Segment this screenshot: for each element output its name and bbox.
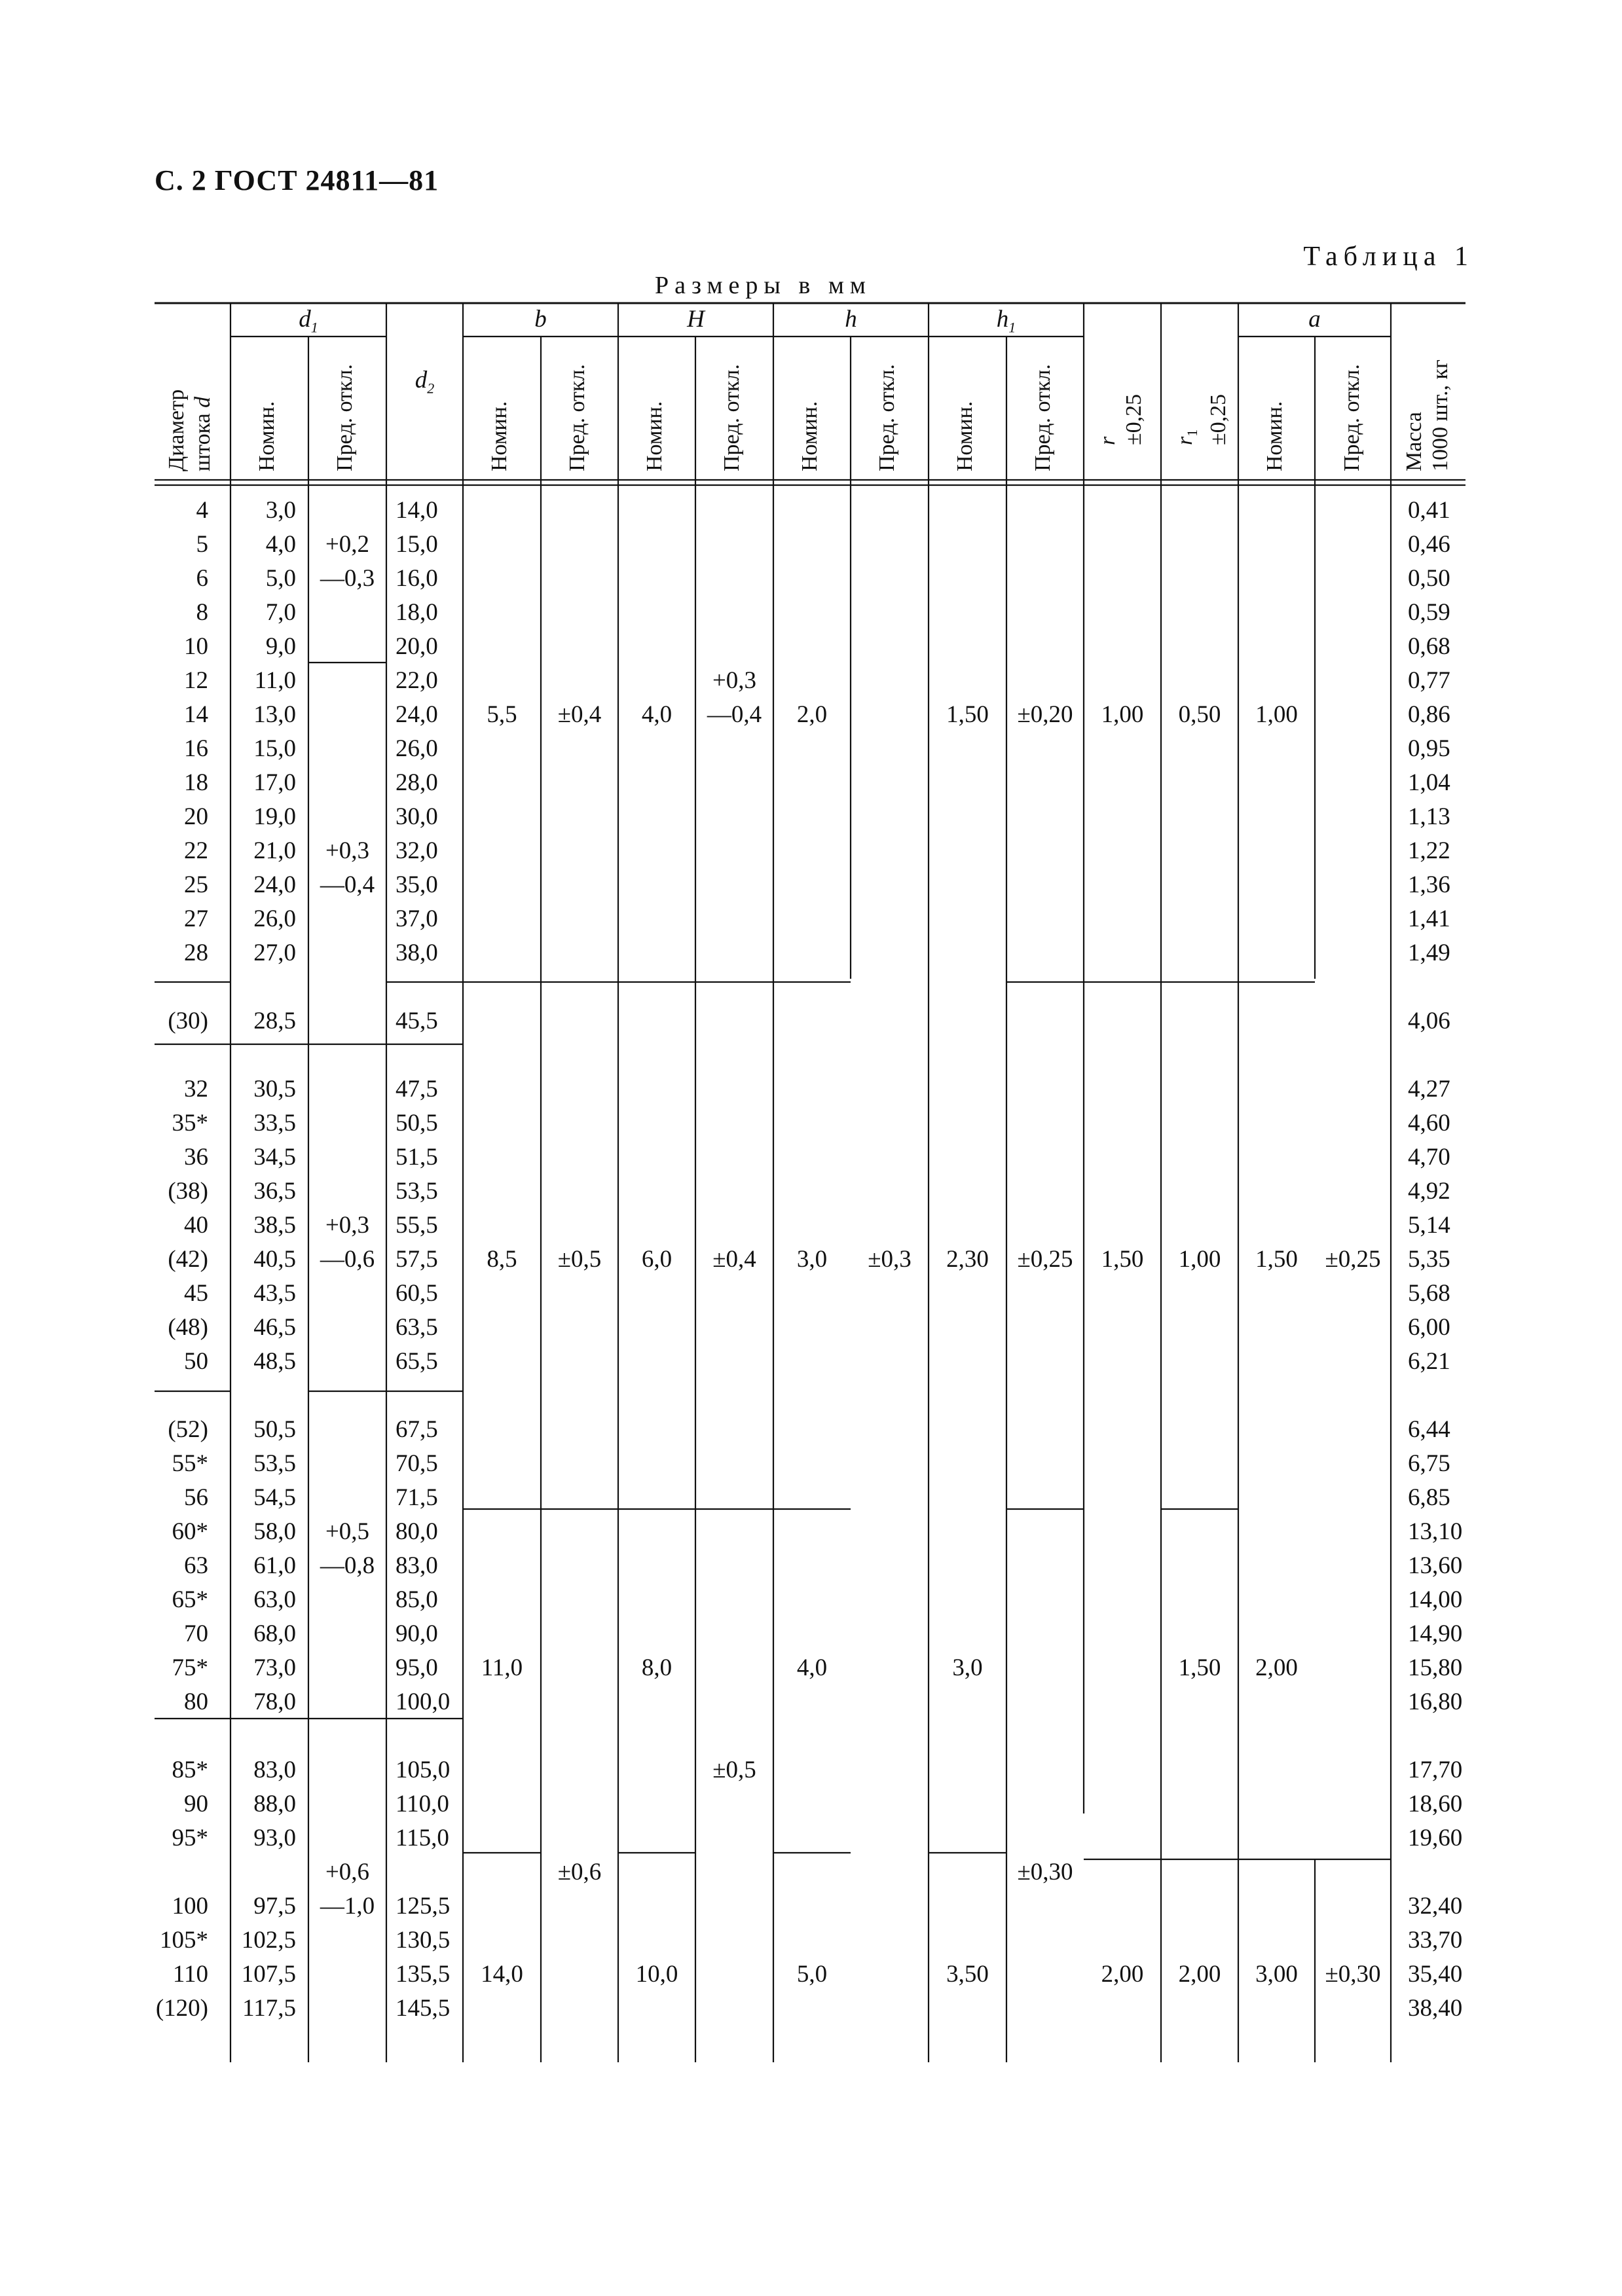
- header-diameter: Диаметр штока d: [164, 389, 215, 471]
- group-gap: [1408, 1038, 1465, 1072]
- table-cell: 4,06: [1408, 1008, 1450, 1034]
- header-h: h: [845, 306, 857, 333]
- table-cell: 30,5: [253, 1076, 296, 1102]
- table-cell: 90,0: [396, 1620, 438, 1647]
- h1-dev-2: ±0,25: [1017, 1246, 1073, 1273]
- table-cell: 32,40: [1408, 1893, 1463, 1920]
- table-cell: 6,44: [1408, 1416, 1450, 1443]
- table-cell: 16,80: [1408, 1688, 1463, 1715]
- b-nom-1: 5,5: [487, 701, 517, 728]
- group-gap: [230, 1379, 296, 1413]
- table-cell: 0,68: [1408, 633, 1450, 660]
- table-cell: 1,04: [1408, 769, 1450, 796]
- table-cell: (48): [168, 1314, 208, 1341]
- table-cell: 55,5: [396, 1212, 438, 1239]
- table-cell: 102,5: [241, 1927, 296, 1954]
- table-cell: 110: [172, 1961, 208, 1988]
- table-cell: 60*: [172, 1518, 208, 1545]
- a-dev-2: ±0,30: [1325, 1961, 1381, 1988]
- table-cell: 70: [184, 1620, 208, 1647]
- table-cell: 65,5: [396, 1348, 438, 1375]
- header-H-nom: Номин.: [642, 401, 667, 471]
- table-cell: (120): [155, 1995, 208, 2022]
- table-cell: 78,0: [253, 1688, 296, 1715]
- table-cell: 33,5: [253, 1110, 296, 1137]
- group-gap: [230, 1719, 296, 1753]
- table-cell: 63: [184, 1552, 208, 1579]
- header-d1: $d_1$: [299, 306, 318, 336]
- table-cell: 4,0: [265, 531, 296, 558]
- header-d2: $d_2$: [415, 367, 435, 397]
- table-cell: 48,5: [253, 1348, 296, 1375]
- H-dev-1: +0,3 —0,4: [707, 667, 762, 728]
- table-cell: 145,5: [396, 1995, 451, 2022]
- h1-dev-1: ±0,20: [1017, 701, 1073, 728]
- table-cell: 40,5: [253, 1246, 296, 1273]
- table-cell: 18,0: [396, 599, 438, 626]
- table-cell: 26,0: [253, 905, 296, 932]
- header-h1-dev: Пред. откл.: [1031, 364, 1055, 471]
- table-cell: 1,49: [1408, 939, 1450, 966]
- header-h1: $h_1$: [996, 306, 1016, 336]
- h1-dev-3: ±0,30: [1017, 1859, 1073, 1886]
- h1-nom-1: 1,50: [946, 701, 989, 728]
- table-cell: 105,0: [396, 1757, 451, 1783]
- header-b-dev: Пред. откл.: [565, 364, 589, 471]
- b-nom-3: 11,0: [481, 1654, 523, 1681]
- table-cell: 93,0: [253, 1825, 296, 1851]
- table-cell: 8: [196, 599, 208, 626]
- table-cell: 15,0: [253, 735, 296, 762]
- table-cell: 13,0: [253, 701, 296, 728]
- b-dev-1: ±0,4: [557, 701, 602, 728]
- a-nom-1: 1,00: [1255, 701, 1298, 728]
- table-cell: 6,75: [1408, 1450, 1450, 1477]
- group-gap: [155, 970, 208, 1004]
- group-gap: [230, 1038, 296, 1072]
- d1-tol-5: +0,6 —1,0: [320, 1859, 375, 1920]
- table-cell: 34,5: [253, 1144, 296, 1171]
- group-gap: [230, 970, 296, 1004]
- table-cell: 46,5: [253, 1314, 296, 1341]
- table-cell: 33,70: [1408, 1927, 1463, 1954]
- table-cell: 22: [184, 837, 208, 864]
- table-cell: 50,5: [253, 1416, 296, 1443]
- b-dev-2: ±0,5: [557, 1246, 602, 1273]
- table-cell: 27,0: [253, 939, 296, 966]
- table-cell: 0,59: [1408, 599, 1450, 626]
- table-cell: 56: [184, 1484, 208, 1511]
- group-gap: [155, 1379, 208, 1413]
- table-cell: 50,5: [396, 1110, 438, 1137]
- table-cell: 0,95: [1408, 735, 1450, 762]
- table-cell: [396, 1855, 461, 1889]
- table-cell: 58,0: [253, 1518, 296, 1545]
- r1-1: 0,50: [1178, 701, 1221, 728]
- table-cell: 32: [184, 1076, 208, 1102]
- a-nom-2: 1,50: [1255, 1246, 1298, 1273]
- table-cell: 51,5: [396, 1144, 438, 1171]
- table-cell: 5,14: [1408, 1212, 1450, 1239]
- table-cell: 13,10: [1408, 1518, 1463, 1545]
- table-cell: 19,0: [253, 803, 296, 830]
- table-cell: 37,0: [396, 905, 438, 932]
- table-cell: 0,77: [1408, 667, 1450, 694]
- header-h-nom: Номин.: [798, 401, 822, 471]
- table-cell: 0,46: [1408, 531, 1450, 558]
- table-cell: 25: [184, 871, 208, 898]
- a-dev-1: ±0,25: [1325, 1246, 1381, 1273]
- table-cell: 105*: [160, 1927, 208, 1954]
- table-cell: 68,0: [253, 1620, 296, 1647]
- h-dev: ±0,3: [868, 1246, 912, 1273]
- table-cell: 53,5: [396, 1178, 438, 1205]
- table-cell: 38,0: [396, 939, 438, 966]
- h1-nom-2: 2,30: [946, 1246, 989, 1273]
- b-nom-2: 8,5: [487, 1246, 517, 1273]
- table-cell: 5,0: [265, 565, 296, 592]
- table-cell: 22,0: [396, 667, 438, 694]
- H-nom-4: 10,0: [635, 1961, 678, 1988]
- table-cell: 53,5: [253, 1450, 296, 1477]
- table-cell: 38,40: [1408, 1995, 1463, 2022]
- table-cell: 4,27: [1408, 1076, 1450, 1102]
- table-cell: 5,68: [1408, 1280, 1450, 1307]
- table-cell: 75*: [172, 1654, 208, 1681]
- table-cell: 6,00: [1408, 1314, 1450, 1341]
- h-nom-3: 4,0: [796, 1654, 828, 1681]
- table-cell: 100: [172, 1893, 208, 1920]
- h-nom-2: 3,0: [796, 1246, 828, 1273]
- H-nom-1: 4,0: [641, 701, 673, 728]
- group-gap: [1408, 1719, 1465, 1753]
- header-a: a: [1308, 306, 1321, 333]
- table-cell: 97,5: [253, 1893, 296, 1920]
- table-cell: 36: [184, 1144, 208, 1171]
- table-cell: 6: [196, 565, 208, 592]
- table-cell: 80,0: [396, 1518, 438, 1545]
- table-cell: 16: [184, 735, 208, 762]
- d1-tol-3: +0,3 —0,6: [320, 1212, 375, 1273]
- a-nom-4: 3,00: [1255, 1961, 1298, 1988]
- column-d1-nom: [230, 494, 296, 2026]
- header-h1-nom: Номин.: [953, 401, 977, 471]
- header-h-dev: Пред. откл.: [875, 364, 899, 471]
- group-gap: [1408, 1379, 1465, 1413]
- table-cell: 14,0: [396, 497, 438, 524]
- d1-tol-2: +0,3 —0,4: [320, 837, 375, 898]
- table-cell: 20: [184, 803, 208, 830]
- header-r: r ±0,25: [1096, 393, 1146, 445]
- header-H: H: [687, 306, 705, 333]
- table-cell: (42): [168, 1246, 208, 1273]
- h1-nom-3: 3,0: [952, 1654, 983, 1681]
- table-cell: 4,60: [1408, 1110, 1450, 1137]
- table-cell: 4,92: [1408, 1178, 1450, 1205]
- table-cell: 1,36: [1408, 871, 1450, 898]
- table-cell: 14: [184, 701, 208, 728]
- table-cell: (52): [168, 1416, 208, 1443]
- header-H-dev: Пред. откл.: [720, 364, 744, 471]
- table-cell: 15,0: [396, 531, 438, 558]
- header-d1-nom: Номин.: [255, 401, 279, 471]
- table-cell: 27: [184, 905, 208, 932]
- table-cell: 28,5: [253, 1008, 296, 1034]
- column-diameter: [155, 494, 208, 2026]
- table-cell: 19,60: [1408, 1825, 1463, 1851]
- table-cell: 15,80: [1408, 1654, 1463, 1681]
- table-cell: 11,0: [254, 667, 296, 694]
- table-cell: 24,0: [253, 871, 296, 898]
- a-nom-3: 2,00: [1255, 1654, 1298, 1681]
- table-cell: 18,60: [1408, 1791, 1463, 1817]
- table-cell: 115,0: [396, 1825, 449, 1851]
- H-nom-3: 8,0: [641, 1654, 673, 1681]
- r-3: 2,00: [1101, 1961, 1144, 1988]
- table-cell: 0,41: [1408, 497, 1450, 524]
- H-dev-2: ±0,4: [712, 1246, 756, 1273]
- table-cell: 0,50: [1408, 565, 1450, 592]
- table-cell: [1408, 1855, 1465, 1889]
- table-cell: 14,00: [1408, 1586, 1463, 1613]
- table-cell: 57,5: [396, 1246, 438, 1273]
- table-cell: 130,5: [396, 1927, 451, 1954]
- table-cell: 63,0: [253, 1586, 296, 1613]
- table-cell: 83,0: [253, 1757, 296, 1783]
- table-cell: 4,70: [1408, 1144, 1450, 1171]
- d1-tol-1: +0,2 —0,3: [320, 531, 375, 592]
- table-cell: 65*: [172, 1586, 208, 1613]
- table-cell: 95,0: [396, 1654, 438, 1681]
- table-cell: (38): [168, 1178, 208, 1205]
- table-cell: 85,0: [396, 1586, 438, 1613]
- table-cell: 55*: [172, 1450, 208, 1477]
- table-cell: 135,5: [396, 1961, 451, 1988]
- table-cell: 24,0: [396, 701, 438, 728]
- h1-nom-4: 3,50: [946, 1961, 989, 1988]
- table-cell: 73,0: [253, 1654, 296, 1681]
- table-cell: 95*: [172, 1825, 208, 1851]
- table-cell: 83,0: [396, 1552, 438, 1579]
- table-cell: 100,0: [396, 1688, 451, 1715]
- table-cell: 35*: [172, 1110, 208, 1137]
- units-caption: Размеры в мм: [655, 272, 872, 299]
- table-cell: 63,5: [396, 1314, 438, 1341]
- h-nom-4: 5,0: [796, 1961, 828, 1988]
- header-d1-dev: Пред. откл.: [333, 364, 357, 471]
- table-cell: 38,5: [253, 1212, 296, 1239]
- table-label: Таблица 1: [1303, 242, 1474, 272]
- table-cell: 28,0: [396, 769, 438, 796]
- header-mass: Масса 1000 шт., кг: [1402, 359, 1452, 471]
- r1-2: 1,00: [1178, 1246, 1221, 1273]
- table-cell: [230, 1855, 296, 1889]
- table-cell: 12: [184, 667, 208, 694]
- group-gap: [155, 1719, 208, 1753]
- table-cell: 9,0: [265, 633, 296, 660]
- table-cell: 18: [184, 769, 208, 796]
- header-r1: $r_1$ ±0,25: [1173, 393, 1230, 445]
- table-cell: 1,13: [1408, 803, 1450, 830]
- table-cell: 6,85: [1408, 1484, 1450, 1511]
- table-cell: 13,60: [1408, 1552, 1463, 1579]
- b-dev-3: ±0,6: [557, 1859, 602, 1886]
- r-1: 1,00: [1101, 701, 1144, 728]
- table-cell: 40: [184, 1212, 208, 1239]
- column-d2: [396, 494, 461, 2026]
- table-cell: 85*: [172, 1757, 208, 1783]
- table-cell: 45,5: [396, 1008, 438, 1034]
- table-cell: 71,5: [396, 1484, 438, 1511]
- r1-4: 2,00: [1178, 1961, 1221, 1988]
- table-cell: 47,5: [396, 1076, 438, 1102]
- table-cell: 26,0: [396, 735, 438, 762]
- group-gap: [1408, 970, 1465, 1004]
- H-dev-3: ±0,5: [712, 1757, 756, 1783]
- h-nom-1: 2,0: [796, 701, 828, 728]
- table-cell: 20,0: [396, 633, 438, 660]
- table-cell: 7,0: [265, 599, 296, 626]
- table-cell: 5,35: [1408, 1246, 1450, 1273]
- header-b-nom: Номин.: [487, 401, 511, 471]
- table-cell: (30): [168, 1008, 208, 1034]
- table-cell: 60,5: [396, 1280, 438, 1307]
- page-title: С. 2 ГОСТ 24811—81: [155, 164, 439, 196]
- table-cell: 45: [184, 1280, 208, 1307]
- table-cell: 1,22: [1408, 837, 1450, 864]
- table-cell: 36,5: [253, 1178, 296, 1205]
- table-cell: 1,41: [1408, 905, 1450, 932]
- table-cell: 61,0: [253, 1552, 296, 1579]
- table-cell: 17,70: [1408, 1757, 1463, 1783]
- table-cell: 117,5: [242, 1995, 296, 2022]
- group-gap: [396, 970, 461, 1004]
- table-cell: 0,86: [1408, 701, 1450, 728]
- table-cell: 110,0: [396, 1791, 449, 1817]
- table-cell: 21,0: [253, 837, 296, 864]
- table-cell: 107,5: [241, 1961, 296, 1988]
- table-cell: 10: [184, 633, 208, 660]
- table-cell: 14,90: [1408, 1620, 1463, 1647]
- table-cell: 80: [184, 1688, 208, 1715]
- table-cell: 125,5: [396, 1893, 451, 1920]
- table-cell: 28: [184, 939, 208, 966]
- b-nom-4: 14,0: [481, 1961, 523, 1988]
- table-cell: 32,0: [396, 837, 438, 864]
- d1-tol-4: +0,5 —0,8: [320, 1518, 375, 1579]
- group-gap: [396, 1719, 461, 1753]
- group-gap: [396, 1379, 461, 1413]
- table-cell: 4: [196, 497, 208, 524]
- table-cell: 88,0: [253, 1791, 296, 1817]
- H-nom-2: 6,0: [641, 1246, 673, 1273]
- r-2: 1,50: [1101, 1246, 1144, 1273]
- table-cell: 16,0: [396, 565, 438, 592]
- table-cell: 35,0: [396, 871, 438, 898]
- table-cell: 3,0: [265, 497, 296, 524]
- group-gap: [396, 1038, 461, 1072]
- table-cell: 54,5: [253, 1484, 296, 1511]
- table-cell: [155, 1855, 208, 1889]
- table-cell: 50: [184, 1348, 208, 1375]
- table-cell: 67,5: [396, 1416, 438, 1443]
- table-cell: 17,0: [253, 769, 296, 796]
- table-cell: 5: [196, 531, 208, 558]
- table-cell: 90: [184, 1791, 208, 1817]
- table-cell: 30,0: [396, 803, 438, 830]
- header-a-dev: Пред. откл.: [1340, 364, 1364, 471]
- table-cell: 35,40: [1408, 1961, 1463, 1988]
- table-cell: 6,21: [1408, 1348, 1450, 1375]
- table-cell: 70,5: [396, 1450, 438, 1477]
- table-cell: 43,5: [253, 1280, 296, 1307]
- r1-3: 1,50: [1178, 1654, 1221, 1681]
- column-mass: [1408, 494, 1465, 2026]
- header-a-nom: Номин.: [1263, 401, 1287, 471]
- group-gap: [155, 1038, 208, 1072]
- header-b: b: [534, 306, 547, 333]
